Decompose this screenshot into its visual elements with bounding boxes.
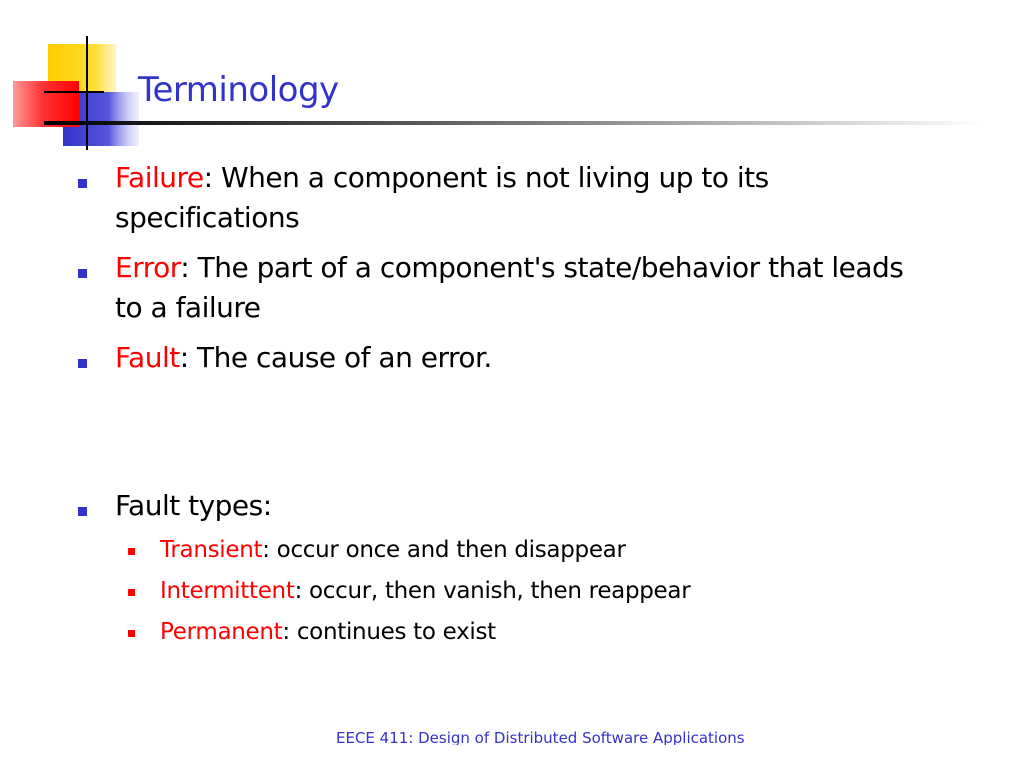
sub-item-text <box>160 616 928 648</box>
list-item-text <box>115 248 938 328</box>
term-label: Error <box>115 251 181 284</box>
term-label: Fault <box>115 341 180 374</box>
sub-item-text <box>160 575 928 607</box>
term-definition: : occur once and then disappear <box>262 537 626 563</box>
list-item-text <box>115 158 938 238</box>
term-definition: : continues to exist <box>282 619 496 645</box>
list-item-heading: Fault types: <box>115 489 272 522</box>
term-label: Permanent <box>160 619 283 645</box>
sub-item-intermittent <box>128 575 928 607</box>
slide-logo <box>0 0 160 160</box>
term-label: Transient <box>160 537 263 563</box>
list-item-failure <box>78 158 938 238</box>
slide-title: Terminology <box>138 70 339 110</box>
logo-horizontal-line <box>44 91 104 93</box>
list-item-error <box>78 248 938 328</box>
square-bullet-icon <box>78 359 87 368</box>
term-label: Intermittent <box>160 578 295 604</box>
sub-item-permanent <box>128 616 928 648</box>
square-sub-bullet-icon <box>128 548 135 555</box>
square-bullet-icon <box>78 179 87 188</box>
term-definition: : occur, then vanish, then reappear <box>294 578 691 604</box>
list-item-fault <box>78 338 938 378</box>
square-sub-bullet-icon <box>128 630 135 637</box>
term-label: Failure <box>115 161 204 194</box>
square-bullet-icon <box>78 507 87 516</box>
list-item-text <box>115 486 938 526</box>
sub-item-transient <box>128 534 928 566</box>
slide-footer: EECE 411: Design of Distributed Software Applications <box>336 731 745 745</box>
square-bullet-icon <box>78 269 87 278</box>
sub-item-text <box>160 534 928 566</box>
list-item-fault-types <box>78 486 938 526</box>
term-definition: : The cause of an error. <box>179 341 492 374</box>
list-item-text <box>115 338 938 378</box>
title-underline <box>44 121 984 125</box>
term-definition: : When a component is not living up to its specifications <box>115 161 769 234</box>
square-sub-bullet-icon <box>128 589 135 596</box>
term-definition: : The part of a component's state/behavior that leads to a failure <box>115 251 904 324</box>
